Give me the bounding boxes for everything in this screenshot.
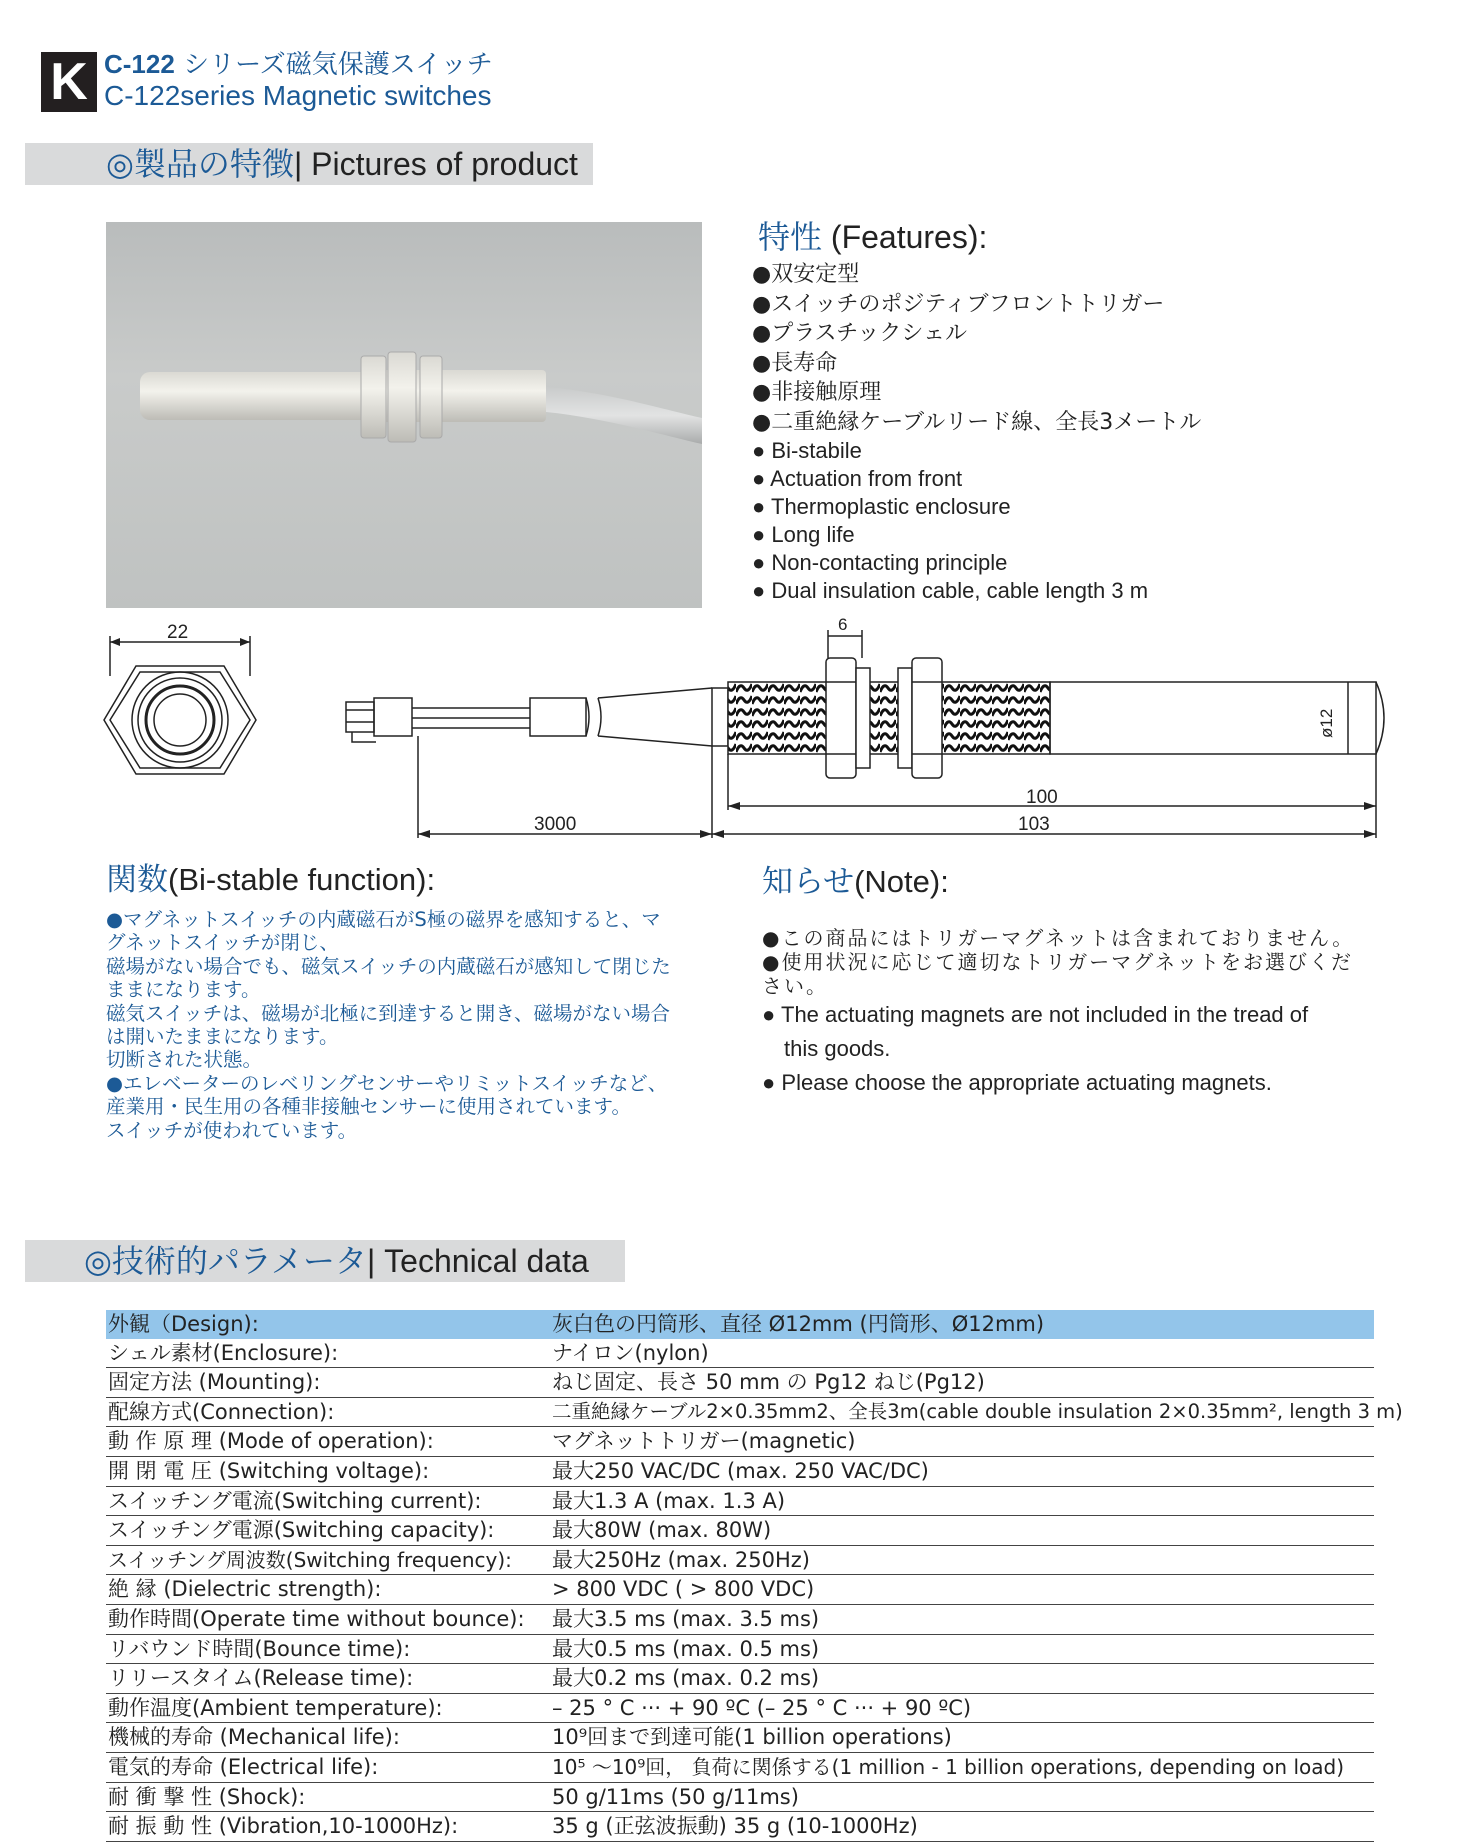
feature-item: ●双安定型 xyxy=(752,262,860,287)
note-line-jp: ●使用状況に応じて適切なトリガーマグネットをお選びくだ xyxy=(762,950,1354,974)
front-view xyxy=(104,636,256,774)
note-heading xyxy=(762,856,949,901)
nut-2 xyxy=(912,658,942,778)
note-line-en: ● Please choose the appropriate actuating magnets. xyxy=(762,1070,1272,1095)
function-line: グネットスイッチが閉じ、 xyxy=(106,931,339,955)
photo-nut-1 xyxy=(361,356,386,438)
table-row xyxy=(106,1812,1374,1842)
features-heading xyxy=(758,212,987,258)
param-value: 最大3.5 ms (max. 3.5 ms) xyxy=(552,1606,820,1631)
section-title-tech xyxy=(84,1240,589,1282)
k-logo: K xyxy=(41,52,97,112)
table-row xyxy=(106,1516,1374,1546)
dim-22: 22 xyxy=(167,622,189,643)
feature-item: ● Actuation from front xyxy=(752,466,963,491)
feature-item: ●スイッチのポジティブフロントトリガー xyxy=(752,291,1165,317)
function-heading xyxy=(106,854,435,899)
param-name: 耐 振 動 性 (Vibration,10-1000Hz): xyxy=(108,1814,459,1839)
param-value: 灰白色の円筒形、直径 Ø12mm (円筒形、Ø12mm) xyxy=(552,1312,1045,1336)
note-text-jp xyxy=(762,926,1402,998)
dim-dia12: ø12 xyxy=(1317,708,1336,738)
table-row xyxy=(106,1427,1374,1457)
title-jp-text: シリーズ磁気保護スイッチ xyxy=(174,50,493,80)
note-line-en: this goods. xyxy=(784,1036,891,1061)
section-title-pictures-jp: ◎製品の特徴 xyxy=(106,145,294,183)
table-row xyxy=(106,1723,1374,1753)
param-value: > 800 VDC ( > 800 VDC) xyxy=(552,1577,815,1602)
function-text xyxy=(106,908,726,1142)
photo-cylinder xyxy=(140,372,390,420)
table-row xyxy=(106,1339,1374,1369)
feature-item: ● Bi-stabile xyxy=(752,438,862,463)
side-view xyxy=(346,630,1384,838)
note-text-en xyxy=(762,998,1402,1100)
table-row xyxy=(106,1398,1403,1428)
section-title-tech-en: | Technical data xyxy=(366,1243,589,1279)
function-line: は開いたままになります。 xyxy=(106,1025,339,1049)
param-name: 機械的寿命 (Mechanical life): xyxy=(108,1725,400,1750)
note-line-jp: ●この商品にはトリガーマグネットは含まれておりません。 xyxy=(762,926,1355,950)
param-value: 最大250 VAC/DC (max. 250 VAC/DC) xyxy=(552,1458,929,1483)
param-value: 最大0.5 ms (max. 0.5 ms) xyxy=(552,1636,820,1661)
param-name: 動作温度(Ambient temperature): xyxy=(108,1695,443,1720)
model-number: C-122 xyxy=(104,49,175,79)
param-value: 最大250Hz (max. 250Hz) xyxy=(552,1547,810,1572)
param-name: 外観（Design): xyxy=(108,1312,259,1336)
feature-item: ● Long life xyxy=(752,522,855,547)
function-heading-jp: 関数 xyxy=(106,862,168,898)
technical-drawing xyxy=(0,610,1462,850)
product-photo-drawing xyxy=(106,222,702,608)
nut-1 xyxy=(826,658,856,778)
note-line-jp: さい。 xyxy=(762,974,828,998)
features-heading-jp: 特性 xyxy=(758,218,823,256)
feature-item: ●二重絶縁ケーブルリード線、全長3メートル xyxy=(752,409,1202,435)
function-line: ●エレベーターのレベリングセンサーやリミットスイッチなど、 xyxy=(106,1071,668,1095)
title-en: C-122series Magnetic switches xyxy=(104,80,492,111)
param-name: リバウンド時間(Bounce time): xyxy=(108,1636,411,1661)
thread-body xyxy=(728,682,1050,754)
function-line: 磁場がない場合でも、磁気スイッチの内蔵磁石が感知して閉じた xyxy=(106,954,671,978)
param-name: スイッチング電源(Switching capacity): xyxy=(108,1518,495,1543)
table-row xyxy=(106,1694,1374,1724)
param-value: ナイロン(nylon) xyxy=(552,1340,709,1365)
function-line: ままになります。 xyxy=(106,978,261,1002)
param-value: 二重絶縁ケーブル2×0.35mm2、全長3m(cable double insulation 2×0.35mm², length 3 m) xyxy=(552,1399,1403,1423)
param-name: 耐 衝 撃 性 (Shock): xyxy=(108,1784,306,1809)
feature-item: ● Non-contacting principle xyxy=(752,550,1008,575)
table-row xyxy=(106,1487,1374,1517)
param-name: リリースタイム(Release time): xyxy=(108,1666,414,1691)
note-heading-jp: 知らせ xyxy=(762,864,855,900)
dim-6: 6 xyxy=(838,615,848,634)
note-heading-en: (Note): xyxy=(854,864,949,899)
feature-item: ●プラスチックシェル xyxy=(752,321,967,346)
param-name: 配線方式(Connection): xyxy=(108,1399,335,1424)
table-row xyxy=(106,1546,1374,1576)
param-value: 35 g (正弦波振動) 35 g (10-1000Hz) xyxy=(552,1814,918,1839)
connector-housing xyxy=(374,698,412,736)
photo-nut-3 xyxy=(420,356,442,438)
table-row xyxy=(106,1457,1374,1487)
param-name: 開 閉 電 圧 (Switching voltage): xyxy=(108,1458,430,1483)
function-line: 磁気スイッチは、磁場が北極に到達すると開き、磁場がない場合 xyxy=(106,1001,670,1025)
tech-table xyxy=(106,1310,1403,1842)
table-row xyxy=(106,1368,1374,1398)
feature-item: ● Thermoplastic enclosure xyxy=(752,494,1011,519)
section-title-pictures xyxy=(106,143,578,185)
note-line-en: ● The actuating magnets are not included in the tread of xyxy=(762,1002,1309,1027)
front-ring-inner xyxy=(146,686,214,754)
cable-jacket xyxy=(530,698,586,736)
section-title-tech-jp: ◎技術的パラメータ xyxy=(84,1242,367,1280)
photo-nut-2 xyxy=(388,352,416,442)
param-value: 50 g/11ms (50 g/11ms) xyxy=(552,1784,799,1809)
param-value: – 25 ° C ··· + 90 ºC (– 25 ° C ··· + 90 ºC) xyxy=(552,1695,972,1720)
cylinder-tip xyxy=(1376,682,1384,754)
front-hex-nut xyxy=(104,666,256,774)
function-line: ●マグネットスイッチの内蔵磁石がS極の磁界を感知すると、マ xyxy=(106,908,661,931)
param-name: 動作時間(Operate time without bounce): xyxy=(108,1606,525,1631)
features-list xyxy=(752,260,1201,605)
dim-100: 100 xyxy=(1026,787,1058,808)
title-jp xyxy=(104,44,493,81)
param-name: 動 作 原 理 (Mode of operation): xyxy=(108,1429,434,1454)
dim-103: 103 xyxy=(1018,814,1050,835)
table-row xyxy=(106,1783,1374,1813)
param-value: 最大1.3 A (max. 1.3 A) xyxy=(552,1488,786,1513)
table-row xyxy=(106,1605,1374,1635)
function-line: 切断された状態。 xyxy=(106,1048,263,1072)
dim-3000: 3000 xyxy=(534,814,577,835)
table-row xyxy=(106,1575,1374,1605)
param-value: ねじ固定、長さ 50 mm の Pg12 ねじ(Pg12) xyxy=(552,1370,985,1395)
feature-item: ●非接触原理 xyxy=(752,380,882,405)
param-name: 固定方法 (Mounting): xyxy=(108,1370,321,1395)
feature-item: ●長寿命 xyxy=(752,350,838,376)
table-row xyxy=(106,1635,1374,1665)
param-value: マグネットトリガー(magnetic) xyxy=(552,1429,856,1454)
param-value: 最大80W (max. 80W) xyxy=(552,1518,772,1543)
param-name: スイッチング周波数(Switching frequency): xyxy=(108,1547,512,1572)
table-row xyxy=(106,1664,1374,1694)
section-title-pictures-en: | Pictures of product xyxy=(293,146,578,182)
photo-cable xyxy=(546,387,702,444)
table-row xyxy=(106,1753,1374,1783)
param-name: シェル素材(Enclosure): xyxy=(108,1340,339,1365)
param-value: 10⁹回まで到達可能(1 billion operations) xyxy=(552,1725,952,1750)
function-heading-en: (Bi-stable function): xyxy=(168,862,436,897)
param-name: 電気的寿命 (Electrical life): xyxy=(108,1754,379,1779)
connector-body xyxy=(346,702,374,732)
function-line: 産業用・民生用の各種非接触センサーに使用されています。 xyxy=(106,1095,631,1119)
param-name: 絶 縁 (Dielectric strength): xyxy=(108,1577,382,1602)
features-heading-en: (Features): xyxy=(822,219,988,255)
param-name: スイッチング電流(Switching current): xyxy=(108,1488,482,1513)
table-row xyxy=(106,1310,1374,1339)
product-photo xyxy=(106,222,702,608)
param-value: 最大0.2 ms (max. 0.2 ms) xyxy=(552,1666,820,1691)
param-value: 10⁵ ～10⁹回， 負荷に関係する(1 million - 1 billion operations, depending on load) xyxy=(552,1754,1344,1779)
feature-item: ● Dual insulation cable, cable length 3 m xyxy=(752,578,1149,603)
function-line: スイッチが使われています。 xyxy=(106,1118,358,1142)
